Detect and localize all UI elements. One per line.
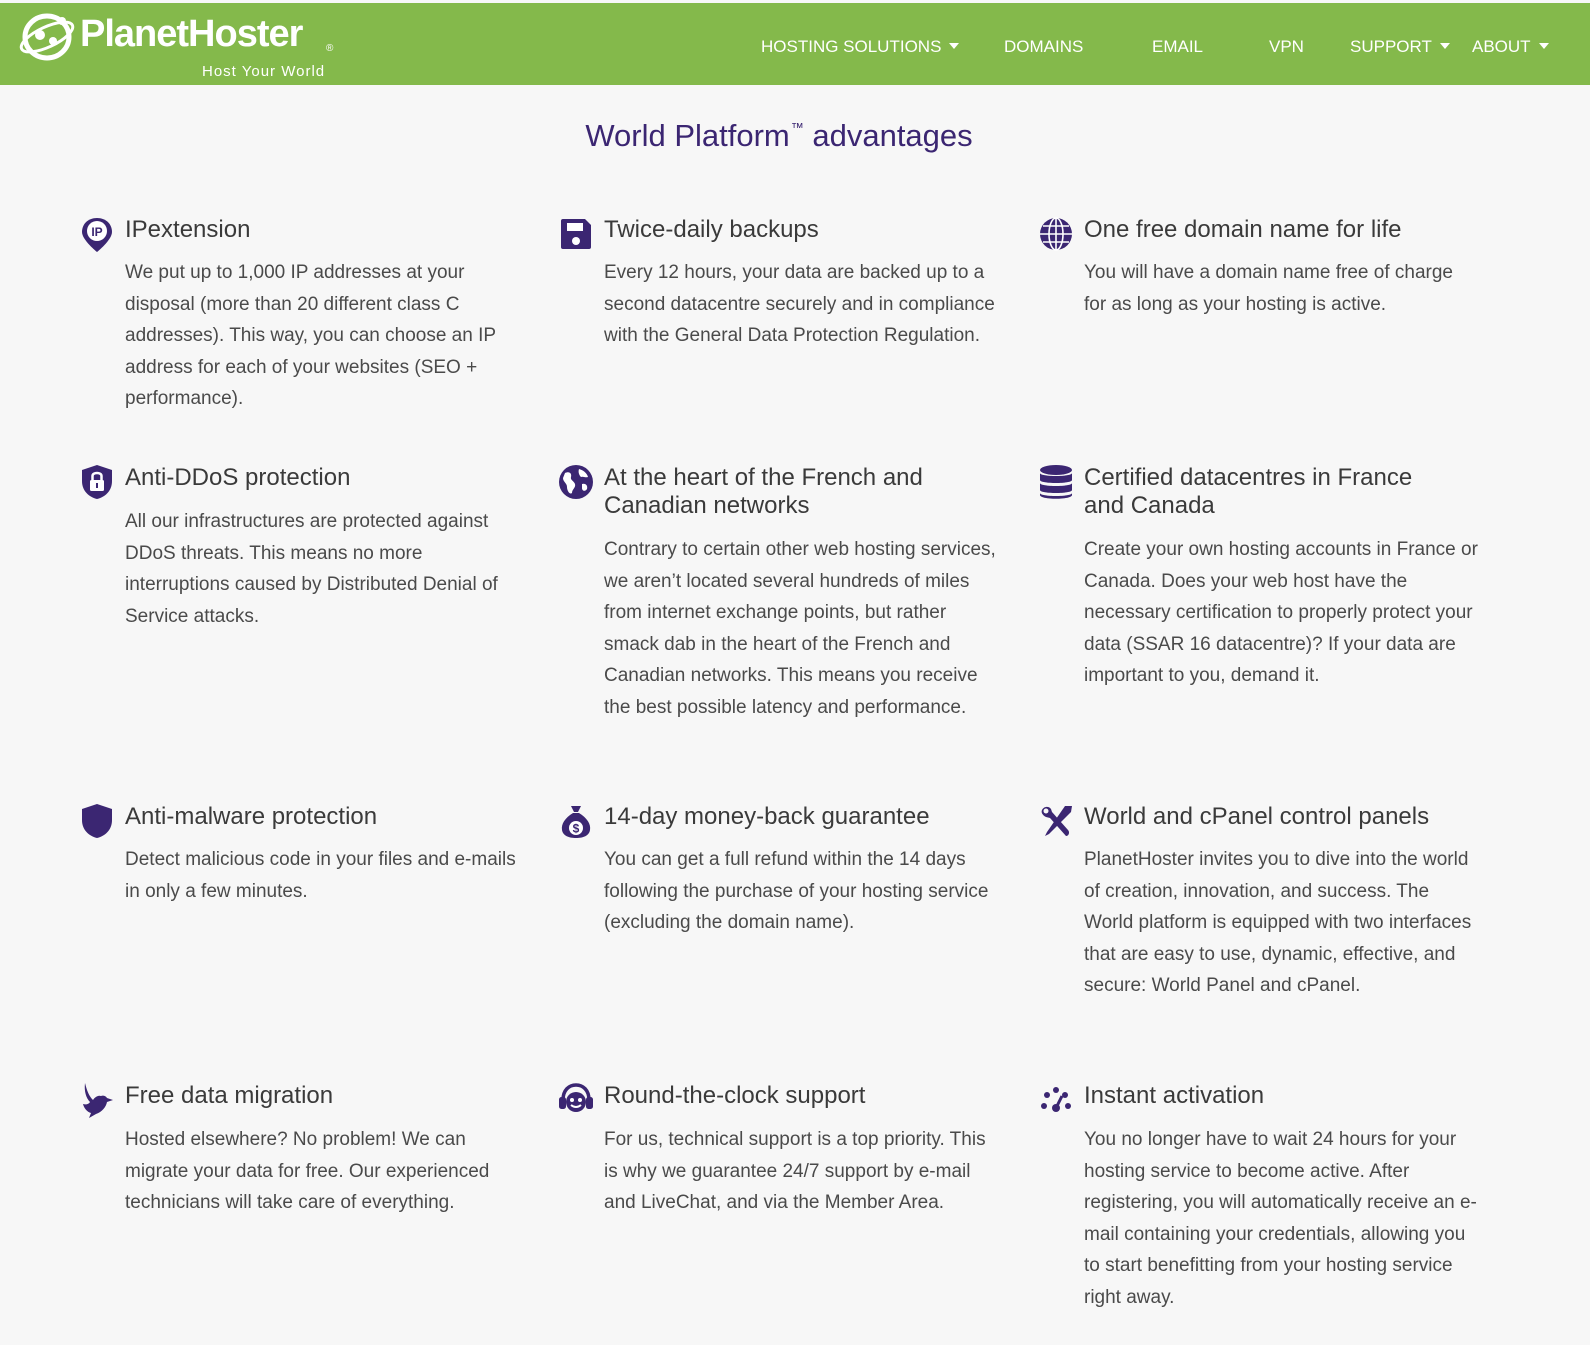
- svg-text:$: $: [572, 821, 580, 836]
- nav-label: HOSTING SOLUTIONS: [761, 37, 942, 56]
- nav-domains[interactable]: [1004, 37, 1083, 57]
- feature-title: At the heart of the French and Canadian networks: [604, 464, 923, 519]
- earth-americas-icon: [558, 464, 594, 500]
- money-bag-icon: [558, 803, 594, 839]
- tools-icon: [1038, 803, 1074, 839]
- page-title-text: World Platform: [585, 118, 790, 153]
- feature-description: All our infrastructures are protected against DDoS threats. This means no more interruptions caused by Distributed Denial of Service attacks.: [125, 511, 498, 627]
- svg-text:IP: IP: [91, 225, 103, 239]
- trademark-mark: ™: [790, 120, 804, 135]
- feature-title: World and cPanel control panels: [1084, 803, 1430, 830]
- top-navbar: [0, 3, 1590, 85]
- feature-description: For us, technical support is a top priority. This is why we guarantee 24/7 support by e-mail and LiveChat, and via the Member Area.: [604, 1129, 986, 1214]
- shield-icon: [79, 803, 115, 839]
- feature-title: Anti-DDoS protection: [125, 464, 351, 491]
- page-title-suffix: advantages: [812, 118, 973, 153]
- ip-pin-icon: [79, 216, 115, 252]
- feature-title: Round-the-clock support: [604, 1082, 866, 1109]
- logo-text: PlanetHoster: [80, 13, 303, 55]
- planet-logo-icon: [18, 11, 76, 61]
- dove-icon: [79, 1082, 115, 1118]
- feature-description: Detect malicious code in your files and e-mails in only a few minutes.: [125, 849, 516, 902]
- feature-description: You will have a domain name free of charge for as long as your hosting is active.: [1084, 262, 1453, 315]
- feature-title: Free data migration: [125, 1082, 334, 1109]
- nav-support[interactable]: [1350, 37, 1450, 57]
- feature-title: One free domain name for life: [1084, 216, 1402, 243]
- feature-title: IPextension: [125, 216, 251, 243]
- feature-description: Every 12 hours, your data are backed up to a second datacentre securely and in compliance with the General Data Protection Regulation.: [604, 262, 995, 347]
- feature-description: Hosted elsewhere? No problem! We can migrate your data for free. Our experienced technicians will take care of everything.: [125, 1129, 490, 1214]
- speedometer-icon: [1038, 1082, 1074, 1118]
- nav-label: EMAIL: [1152, 37, 1204, 56]
- feature-title: Certified datacentres in France and Canada: [1084, 464, 1413, 519]
- database-icon: [1038, 464, 1074, 500]
- planethoster-logo[interactable]: [18, 11, 348, 83]
- caret-down-icon: [1440, 43, 1450, 49]
- feature-description: You no longer have to wait 24 hours for your hosting service to become active. After registering, you will automatically receive an e-mail containing your credentials, allowing you to start benefitting from your hosting service right away.: [1084, 1129, 1477, 1308]
- shield-lock-icon: [79, 464, 115, 500]
- feature-description: We put up to 1,000 IP addresses at your disposal (more than 20 different class C addresses). This way, you can choose an IP address for each of your websites (SEO + performance).: [125, 262, 496, 410]
- logo-tagline: Host Your World: [202, 63, 326, 80]
- feature-description: You can get a full refund within the 14 days following the purchase of your hosting service (excluding the domain name).: [604, 849, 989, 934]
- feature-title: 14-day money-back guarantee: [604, 803, 930, 830]
- globe-grid-icon: [1038, 216, 1074, 252]
- headset-icon: [558, 1082, 594, 1118]
- nav-label: VPN: [1269, 37, 1304, 56]
- logo-registered-mark: ®: [326, 43, 334, 54]
- feature-description: Create your own hosting accounts in France or Canada. Does your web host have the necessary certification to properly protect your data (SSAR 16 datacentre)? If your data are important to you, demand it.: [1084, 539, 1478, 687]
- nav-email[interactable]: [1152, 37, 1203, 57]
- page-title: [0, 118, 1558, 154]
- feature-description: Contrary to certain other web hosting services, we aren’t located several hundreds of miles from internet exchange points, but rather smack dab in the heart of the French and Canadian networks. This means you receive the best possible latency and performance.: [604, 539, 996, 718]
- caret-down-icon: [1539, 43, 1549, 49]
- nav-label: ABOUT: [1472, 37, 1531, 56]
- floppy-disk-icon: [558, 216, 594, 252]
- feature-title: Twice-daily backups: [604, 216, 819, 243]
- feature-description: PlanetHoster invites you to dive into the world of creation, innovation, and success. The World platform is equipped with two interfaces that are easy to use, dynamic, effective, and secure: World Panel and cPanel.: [1084, 849, 1472, 997]
- feature-title: Anti-malware protection: [125, 803, 378, 830]
- nav-hosting-solutions[interactable]: [761, 37, 959, 57]
- nav-about[interactable]: [1472, 37, 1549, 57]
- caret-down-icon: [949, 43, 959, 49]
- nav-label: DOMAINS: [1004, 37, 1084, 56]
- feature-title: Instant activation: [1084, 1082, 1265, 1109]
- nav-label: SUPPORT: [1350, 37, 1432, 56]
- nav-vpn[interactable]: [1269, 37, 1304, 57]
